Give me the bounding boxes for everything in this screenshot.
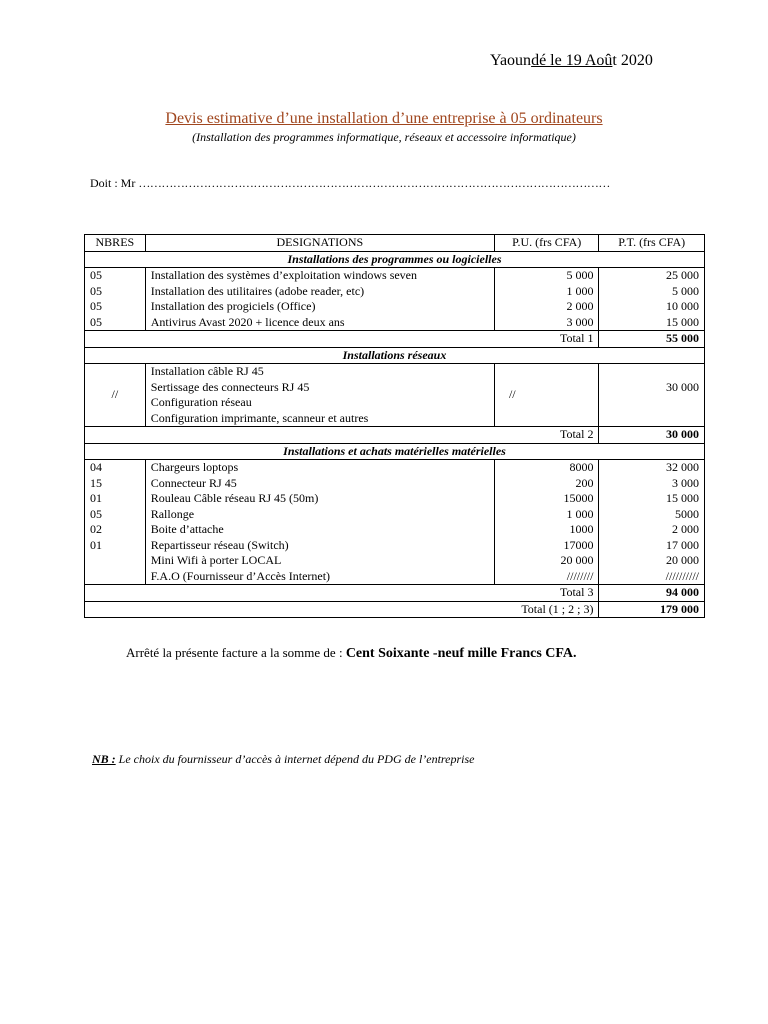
subtotal-row <box>85 427 705 444</box>
unit-price: 1 000 <box>566 283 594 298</box>
designation-cell <box>145 268 494 331</box>
unit-price: 15000 <box>563 491 594 505</box>
doit-line <box>90 176 610 191</box>
designation: Boite d’attache <box>150 522 224 536</box>
quote-table <box>84 234 705 618</box>
note <box>92 752 474 767</box>
total-price: 2 000 <box>672 522 699 536</box>
table-row <box>85 460 705 585</box>
column-header: DESIGNATIONS <box>145 235 494 252</box>
table-header-row <box>85 235 705 252</box>
doit-dots: …………………………………………………………………………………………………………… <box>138 176 610 190</box>
unit-price-cell <box>494 268 599 331</box>
qty: 05 <box>90 299 102 313</box>
subtotal-value: 30 000 <box>599 427 705 444</box>
total-price: 3 000 <box>672 475 699 490</box>
date-part: t 2020 <box>612 52 653 69</box>
total-price: 5000 <box>675 506 699 521</box>
designation: Installation des systèmes d’exploitation windows seven <box>150 268 418 282</box>
section-row <box>85 347 705 364</box>
total-price-cell <box>599 268 705 331</box>
total-price: ////////// <box>665 568 699 583</box>
designation: Installation des progiciels (Office) <box>150 299 316 313</box>
city-date <box>490 52 653 70</box>
designation: Installation câble RJ 45 <box>150 364 264 378</box>
table-row <box>85 364 705 427</box>
subtotal-label: Total 1 <box>85 331 599 348</box>
date-part-underlined: dé le 19 Aoû <box>531 52 613 69</box>
designation: Antivirus Avast 2020 + licence deux ans <box>150 314 345 329</box>
designation: F.A.O (Fournisseur d’Accès Internet) <box>150 568 331 583</box>
qty: 05 <box>90 268 102 282</box>
column-header: P.T. (frs CFA) <box>599 235 705 252</box>
designation: Mini Wifi à porter LOCAL <box>150 553 282 567</box>
date-part: Yaoun <box>490 52 532 69</box>
qty: 04 <box>90 460 102 474</box>
unit-price: 3 000 <box>566 314 594 329</box>
total-price-cell <box>599 460 705 585</box>
qty: 05 <box>90 506 102 521</box>
designation: Rallonge <box>150 506 195 521</box>
section-title: Installations des programmes ou logicielles <box>85 251 705 268</box>
note-text: Le choix du fournisseur d’accès à internet dépend du PDG de l’entreprise <box>115 752 475 766</box>
qty-cell: // <box>85 364 146 427</box>
designation: Configuration imprimante, scanneur et autres <box>150 410 369 425</box>
total-price: 20 000 <box>666 553 699 567</box>
column-header: NBRES <box>85 235 146 252</box>
grand-total-label: Total (1 ; 2 ; 3) <box>85 601 599 618</box>
total-price-cell: 30 000 <box>599 364 705 427</box>
doit-label: Doit : Mr <box>90 176 136 190</box>
qty <box>90 569 140 585</box>
amount-statement-text: Arrêté la présente facture a la somme de : <box>126 645 346 660</box>
unit-price: 8000 <box>569 460 594 474</box>
subtotal-label: Total 2 <box>85 427 599 444</box>
designation: Connecteur RJ 45 <box>150 475 237 490</box>
document-title: Devis estimative d’une installation d’une entreprise à 05 ordinateurs <box>165 110 603 127</box>
total-price: 5 000 <box>672 283 699 298</box>
section-title: Installations réseaux <box>85 347 705 364</box>
section-row <box>85 443 705 460</box>
qty: 05 <box>90 314 102 329</box>
designation-cell <box>145 460 494 585</box>
total-price: 32 000 <box>666 460 699 474</box>
total-price: 15 000 <box>666 314 699 329</box>
subtotal-value: 94 000 <box>599 585 705 602</box>
unit-price: 1000 <box>569 522 594 536</box>
subtotal-row <box>85 331 705 348</box>
designation: Chargeurs loptops <box>150 460 239 474</box>
designation: Rouleau Câble réseau RJ 45 (50m) <box>150 491 319 505</box>
qty-cell <box>85 460 146 585</box>
grand-total-value: 179 000 <box>599 601 705 618</box>
unit-price-cell <box>494 460 599 585</box>
unit-price: 17000 <box>563 537 594 552</box>
amount-in-words: Cent Soixante -neuf mille Francs CFA. <box>345 646 577 661</box>
designation: Sertissage des connecteurs RJ 45 <box>150 379 310 394</box>
total-price: 15 000 <box>666 491 699 505</box>
amount-statement <box>126 645 577 662</box>
unit-price: //////// <box>566 568 594 583</box>
designation: Installation des utilitaires (adobe reader, etc) <box>150 283 365 298</box>
designation: Repartisseur réseau (Switch) <box>150 537 289 552</box>
unit-price: 200 <box>575 475 594 490</box>
qty <box>90 553 140 569</box>
section-row <box>85 251 705 268</box>
subtotal-row <box>85 585 705 602</box>
unit-price-cell: // <box>494 364 599 427</box>
table-row <box>85 268 705 331</box>
note-label: NB : <box>92 752 116 766</box>
total-price: 17 000 <box>666 537 699 552</box>
unit-price: 20 000 <box>560 553 594 567</box>
qty: 01 <box>90 491 102 505</box>
document-subtitle: (Installation des programmes informatique, réseaux et accessoire informatique) <box>192 130 576 144</box>
subtotal-value: 55 000 <box>599 331 705 348</box>
qty: 01 <box>90 537 102 552</box>
section-title: Installations et achats matérielles matérielles <box>85 443 705 460</box>
qty-cell <box>85 268 146 331</box>
unit-price: 2 000 <box>566 299 594 313</box>
unit-price: 1 000 <box>566 506 594 521</box>
qty: 15 <box>90 475 102 490</box>
column-header: P.U. (frs CFA) <box>494 235 599 252</box>
subtotal-label: Total 3 <box>85 585 599 602</box>
designation-cell <box>145 364 494 427</box>
qty: 05 <box>90 283 102 298</box>
qty: 02 <box>90 522 102 536</box>
total-price: 25 000 <box>666 268 699 282</box>
unit-price: 5 000 <box>566 268 594 282</box>
designation: Configuration réseau <box>150 395 252 409</box>
grand-total-row <box>85 601 705 618</box>
total-price: 10 000 <box>666 299 699 313</box>
